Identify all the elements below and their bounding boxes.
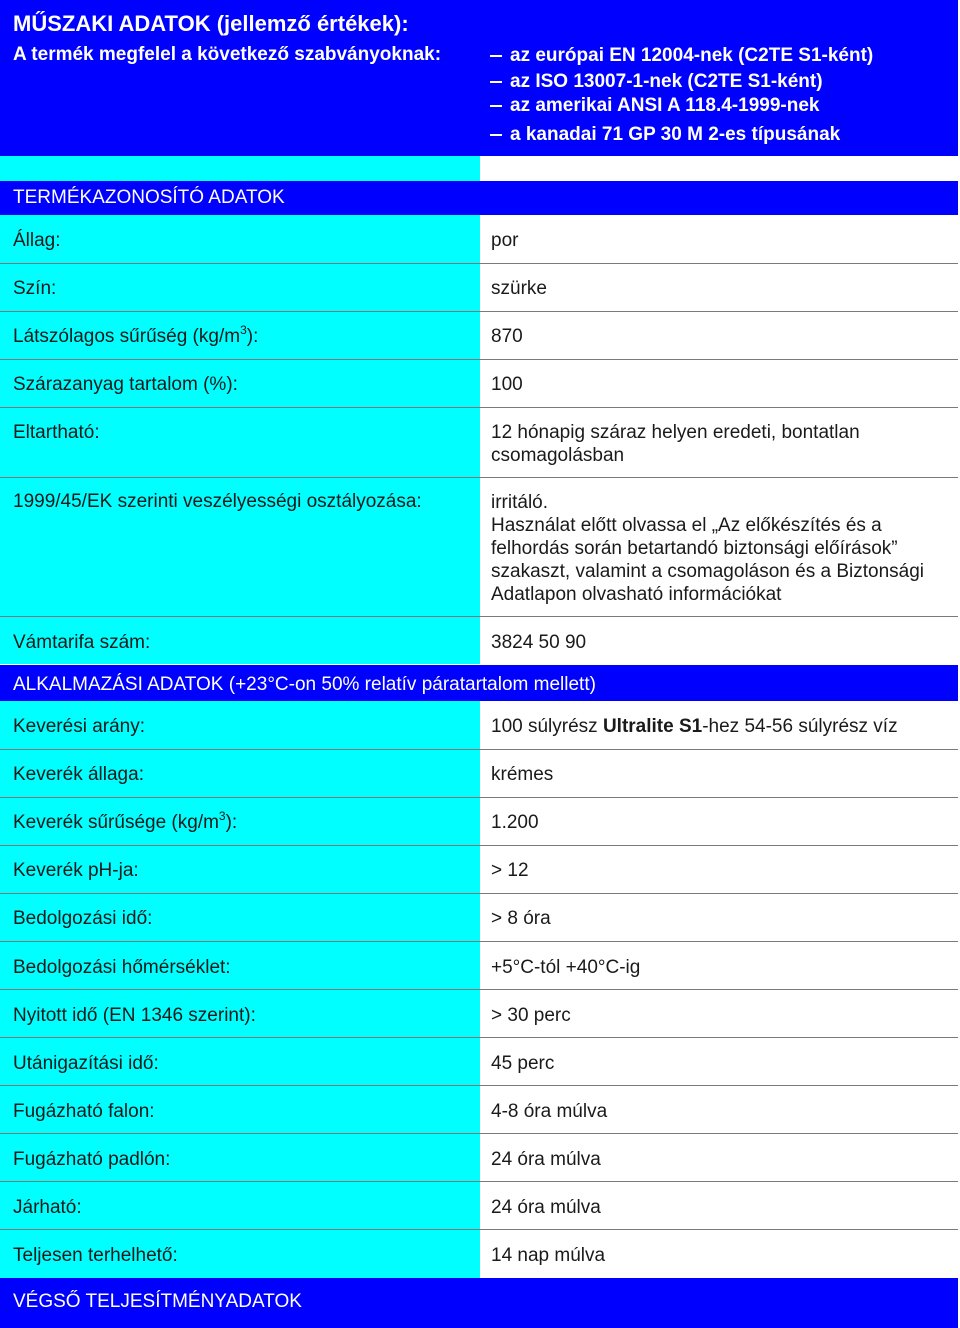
label-column-1	[0, 156, 480, 664]
divider	[0, 989, 958, 990]
label-pot-life: Bedolgozási idő:	[13, 908, 153, 929]
page-title: MŰSZAKI ADATOK (jellemző értékek):	[13, 11, 409, 36]
label-application-temp: Bedolgozási hőmérséklet:	[13, 957, 231, 978]
value-adjustability: 45 perc	[491, 1053, 555, 1074]
label-mixing-ratio: Keverési arány:	[13, 716, 146, 737]
value-mixing-ratio: 100 súlyrész Ultralite S1-hez 54-56 súlyrész víz	[491, 716, 898, 737]
value-density: 870	[491, 326, 523, 347]
label-customs-code: Vámtarifa szám:	[13, 632, 151, 653]
value-open-time: > 30 perc	[491, 1005, 571, 1026]
value-hazard-line: irritáló.	[491, 492, 549, 513]
divider	[0, 616, 958, 617]
standard-item: a kanadai 71 GP 30 M 2-es típusának	[490, 124, 840, 146]
label-hazard-class: 1999/45/EK szerinti veszélyességi osztályozása:	[13, 491, 422, 512]
divider	[0, 359, 958, 360]
label-shelf-life: Eltartható:	[13, 422, 100, 443]
divider	[0, 893, 958, 894]
value-shelf-life-line: 12 hónapig száraz helyen eredeti, bontatlan	[491, 422, 860, 443]
value-full-load: 14 nap múlva	[491, 1245, 606, 1266]
value-hazard-line: Használat előtt olvassa el „Az előkészítés és a	[491, 515, 882, 536]
divider	[0, 311, 958, 312]
value-pot-life: > 8 óra	[491, 908, 551, 929]
value-consistency: krémes	[491, 764, 554, 785]
value-mix-density: 1.200	[491, 812, 539, 833]
value-hazard-line: felhordás során betartandó biztonsági előírások”	[491, 538, 898, 559]
label-open-time: Nyitott idő (EN 1346 szerint):	[13, 1005, 256, 1026]
label-mix-density: Keverék sűrűsége $(kg/m^3)$:	[13, 809, 238, 833]
label-consistency: Keverék állaga:	[13, 764, 144, 785]
value-application-temp: +5°C-tól +40°C-ig	[491, 957, 641, 978]
label-dry-matter: Szárazanyag tartalom (%):	[13, 374, 238, 395]
value-dry-matter: 100	[491, 374, 523, 395]
value-ph: > 12	[491, 860, 529, 881]
label-walkable: Járható:	[13, 1197, 82, 1218]
section-title-final: VÉGSŐ TELJESÍTMÉNYADATOK	[13, 1291, 302, 1312]
divider	[0, 407, 958, 408]
value-grout-wall: 4-8 óra múlva	[491, 1101, 608, 1122]
divider	[0, 263, 958, 264]
divider	[0, 797, 958, 798]
label-full-load: Teljesen terhelhető:	[13, 1245, 178, 1266]
label-density: Látszólagos sűrűség $(kg/m^3)$:	[13, 323, 259, 347]
divider	[0, 1133, 958, 1134]
value-szin: szürke	[491, 278, 547, 299]
standards-intro: A termék megfelel a következő szabványoknak:	[13, 44, 442, 65]
value-grout-floor: 24 óra múlva	[491, 1149, 601, 1170]
value-shelf-life-line: csomagolásban	[491, 445, 625, 466]
section-title-application: ALKALMAZÁSI ADATOK (+23°C-on 50% relatív páratartalom mellett)	[13, 674, 596, 695]
standard-item: az ISO 13007-1-nek (C2TE S1-ként)	[490, 71, 823, 93]
label-grout-wall: Fugázható falon:	[13, 1101, 155, 1122]
label-adjustability: Utánigazítási idő:	[13, 1053, 159, 1074]
label-ph: Keverék pH-ja:	[13, 860, 139, 881]
divider	[0, 1229, 958, 1230]
value-customs-code: 3824 50 90	[491, 632, 587, 653]
divider	[0, 477, 958, 478]
value-allag: por	[491, 230, 519, 251]
divider	[0, 1085, 958, 1086]
divider	[0, 1037, 958, 1038]
divider	[0, 941, 958, 942]
label-allag: Állag:	[13, 230, 61, 251]
divider	[0, 845, 958, 846]
standard-item: az amerikai ANSI A 118.4-1999-nek	[490, 95, 819, 117]
standard-item: az európai EN 12004-nek (C2TE S1-ként)	[490, 45, 873, 67]
label-grout-floor: Fugázható padlón:	[13, 1149, 171, 1170]
value-hazard-line: szakaszt, valamint a csomagoláson és a Biztonsági	[491, 561, 924, 582]
value-hazard-line: Adatlapon olvasható információkat	[491, 584, 782, 605]
label-szin: Szín:	[13, 278, 57, 299]
value-walkable: 24 óra múlva	[491, 1197, 601, 1218]
section-title-product: TERMÉKAZONOSÍTÓ ADATOK	[13, 187, 285, 208]
divider	[0, 749, 958, 750]
divider	[0, 1181, 958, 1182]
